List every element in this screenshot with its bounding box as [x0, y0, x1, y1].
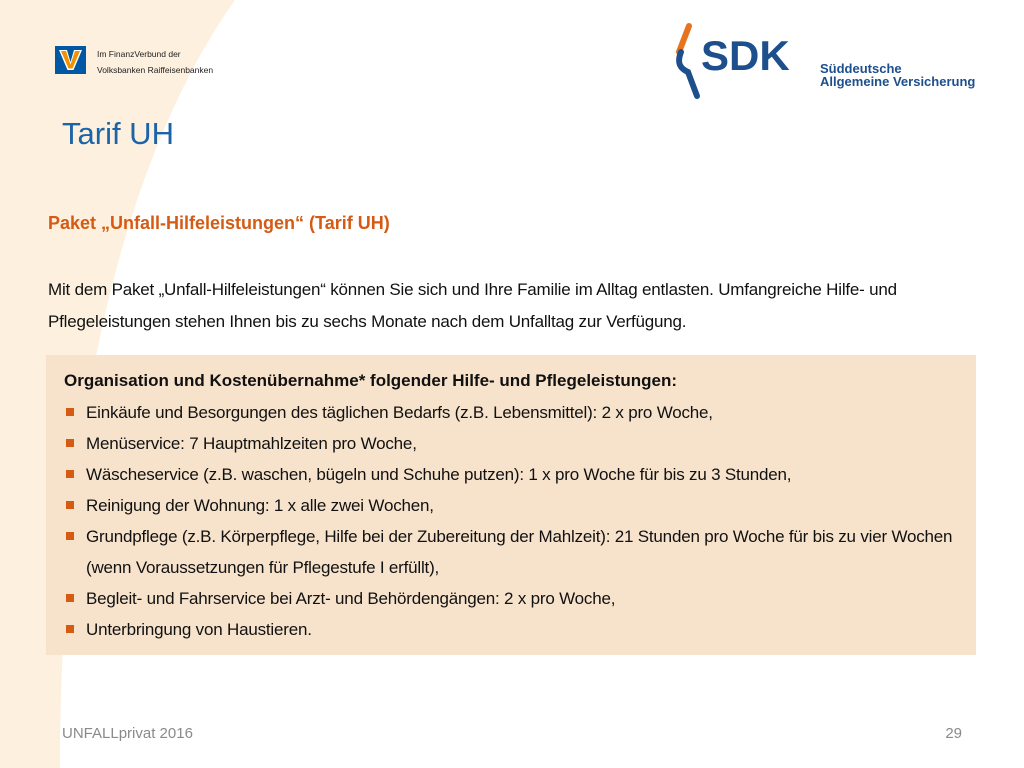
benefit-item — [64, 614, 964, 645]
bullet-square-icon — [66, 625, 74, 633]
benefits-box — [46, 355, 976, 655]
benefit-item — [64, 490, 964, 521]
intro-paragraph: Mit dem Paket „Unfall-Hilfeleistungen“ können Sie sich und Ihre Familie im Alltag entlasten. Umfangreiche Hilfe- und Pflegeleistungen stehen Ihnen bis zu sechs Monate nach dem Unfalltag zur Verfügung. — [48, 280, 897, 331]
benefit-item — [64, 583, 964, 614]
page-title: Tarif UH — [62, 116, 174, 151]
bullet-square-icon — [66, 532, 74, 540]
benefit-item — [64, 459, 964, 490]
benefit-item — [64, 428, 964, 459]
benefits-heading: Organisation und Kostenübernahme* folgender Hilfe- und Pflegeleistungen: — [64, 371, 677, 390]
bullet-square-icon — [66, 470, 74, 478]
benefit-text: Begleit- und Fahrservice bei Arzt- und Behördengängen: 2 x pro Woche, — [86, 589, 616, 608]
volksbank-logo-line2: Volksbanken Raiffeisenbanken — [97, 65, 214, 75]
sdk-logo-text: SDK — [701, 32, 790, 79]
benefit-text: Grundpflege (z.B. Körperpflege, Hilfe bei der Zubereitung der Mahlzeit): 21 Stunden pro Woche für bis zu vier Wochen (wenn Voraussetzungen für Pflegestufe I erfüllt), — [86, 527, 953, 577]
package-title: Paket „Unfall-Hilfeleistungen“ (Tarif UH) — [48, 213, 390, 233]
sdk-logo-line1: Süddeutsche — [820, 61, 902, 76]
benefit-text: Reinigung der Wohnung: 1 x alle zwei Wochen, — [86, 496, 434, 515]
benefit-item — [64, 397, 964, 428]
sdk-logo — [675, 22, 975, 102]
benefit-text: Unterbringung von Haustieren. — [86, 620, 312, 639]
bullet-square-icon — [66, 439, 74, 447]
benefit-text: Einkäufe und Besorgungen des täglichen Bedarfs (z.B. Lebensmittel): 2 x pro Woche, — [86, 403, 713, 422]
benefit-text: Menüservice: 7 Hauptmahlzeiten pro Woche, — [86, 434, 417, 453]
bullet-square-icon — [66, 501, 74, 509]
page-number: 29 — [945, 725, 962, 742]
benefit-item — [64, 521, 964, 583]
bullet-square-icon — [66, 408, 74, 416]
benefit-text: Wäscheservice (z.B. waschen, bügeln und Schuhe putzen): 1 x pro Woche für bis zu 3 Stunden, — [86, 465, 792, 484]
footer-label: UNFALLprivat 2016 — [62, 725, 193, 742]
benefits-list — [64, 397, 964, 645]
volksbank-logo — [55, 46, 213, 78]
sdk-logo-line2: Allgemeine Versicherung — [820, 74, 976, 89]
volksbank-logo-line1: Im FinanzVerbund der — [97, 49, 181, 59]
bullet-square-icon — [66, 594, 74, 602]
volksbank-mark-icon — [55, 46, 86, 74]
